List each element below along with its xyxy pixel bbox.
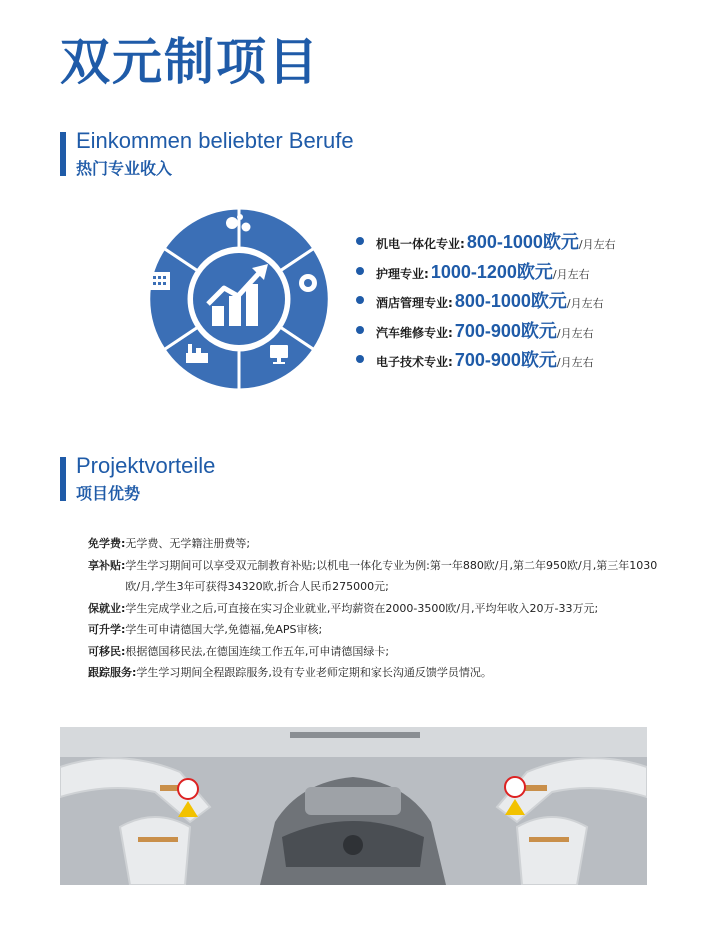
advantages-list xyxy=(88,533,668,684)
list-item xyxy=(88,662,668,684)
section-title-en: Projektvorteile xyxy=(76,453,216,478)
bullet-dot xyxy=(356,296,364,304)
income-list xyxy=(356,228,616,376)
settings-gear-icon xyxy=(299,274,317,292)
income-amount: 800-1000欧元 xyxy=(466,232,579,252)
list-item xyxy=(88,598,668,620)
section-accent-bar xyxy=(60,457,66,501)
section-header-income xyxy=(60,128,460,184)
advantage-key: 跟踪服务: xyxy=(88,666,137,679)
list-item xyxy=(356,346,616,376)
list-item xyxy=(356,287,616,317)
section-accent-bar xyxy=(60,132,66,176)
bullet-dot xyxy=(356,326,364,334)
advantage-key: 保就业: xyxy=(88,601,126,615)
advantage-value: 学生学习期间可以享受双元制教育补贴;以机电一体化专业为例:第一年880欧/月,第二年950欧/月,第三年1030欧/月,学生3年可获得34320欧,折合人民币275000元; xyxy=(125,558,658,593)
income-unit: /月左右 xyxy=(578,238,616,251)
advantage-key: 可移民: xyxy=(88,644,126,658)
income-amount: 700-900欧元 xyxy=(454,320,557,341)
advantage-value: 学生学习期间全程跟踪服务,设有专业老师定期和家长沟通反馈学员情况。 xyxy=(136,666,492,679)
income-unit: /月左右 xyxy=(556,356,594,369)
income-label: 机电一体化专业: xyxy=(376,237,465,251)
section-title-zh: 热门专业收入 xyxy=(76,159,173,178)
bullet-dot xyxy=(356,237,364,245)
income-amount: 700-900欧元 xyxy=(454,350,557,370)
income-amount: 1000-1200欧元 xyxy=(430,261,553,282)
list-item xyxy=(88,555,668,598)
list-item xyxy=(88,641,668,663)
advantage-value: 学生可申请德国大学,免德福,免APS审核; xyxy=(125,623,323,636)
factory-photo xyxy=(60,727,647,885)
robot-assembly-line-illustration xyxy=(60,727,647,885)
bullet-dot xyxy=(356,267,364,275)
income-label: 酒店管理专业: xyxy=(376,296,453,310)
income-amount: 800-1000欧元 xyxy=(454,291,567,311)
income-unit: /月左右 xyxy=(556,326,594,340)
section-header-advantages xyxy=(60,453,460,509)
advantage-value: 学生完成学业之后,可直接在实习企业就业,平均薪资在2000-3500欧/月,平均年收入20万-33万元; xyxy=(125,601,599,615)
income-label: 电子技术专业: xyxy=(376,355,453,369)
section-title-en: Einkommen beliebter Berufe xyxy=(76,128,354,153)
income-label: 汽车维修专业: xyxy=(376,325,453,340)
bullet-dot xyxy=(356,355,364,363)
income-label: 护理专业: xyxy=(376,266,429,281)
list-item xyxy=(356,258,616,288)
list-item xyxy=(356,317,616,347)
advantage-key: 可升学: xyxy=(88,623,126,636)
advantage-key: 享补贴: xyxy=(88,558,126,572)
advantage-value: 无学费、无学籍注册费等; xyxy=(125,537,251,550)
page-title: 双元制项目 xyxy=(60,33,320,91)
list-item xyxy=(88,533,668,555)
career-ring-graphic xyxy=(148,208,330,390)
income-unit: /月左右 xyxy=(552,267,590,281)
list-item xyxy=(88,619,668,641)
income-unit: /月左右 xyxy=(566,297,604,310)
list-item xyxy=(356,228,616,258)
building-icon xyxy=(150,272,170,290)
section-title-zh: 项目优势 xyxy=(76,484,141,503)
advantage-key: 免学费: xyxy=(88,537,126,550)
advantage-value: 根据德国移民法,在德国连续工作五年,可申请德国绿卡; xyxy=(125,644,390,658)
